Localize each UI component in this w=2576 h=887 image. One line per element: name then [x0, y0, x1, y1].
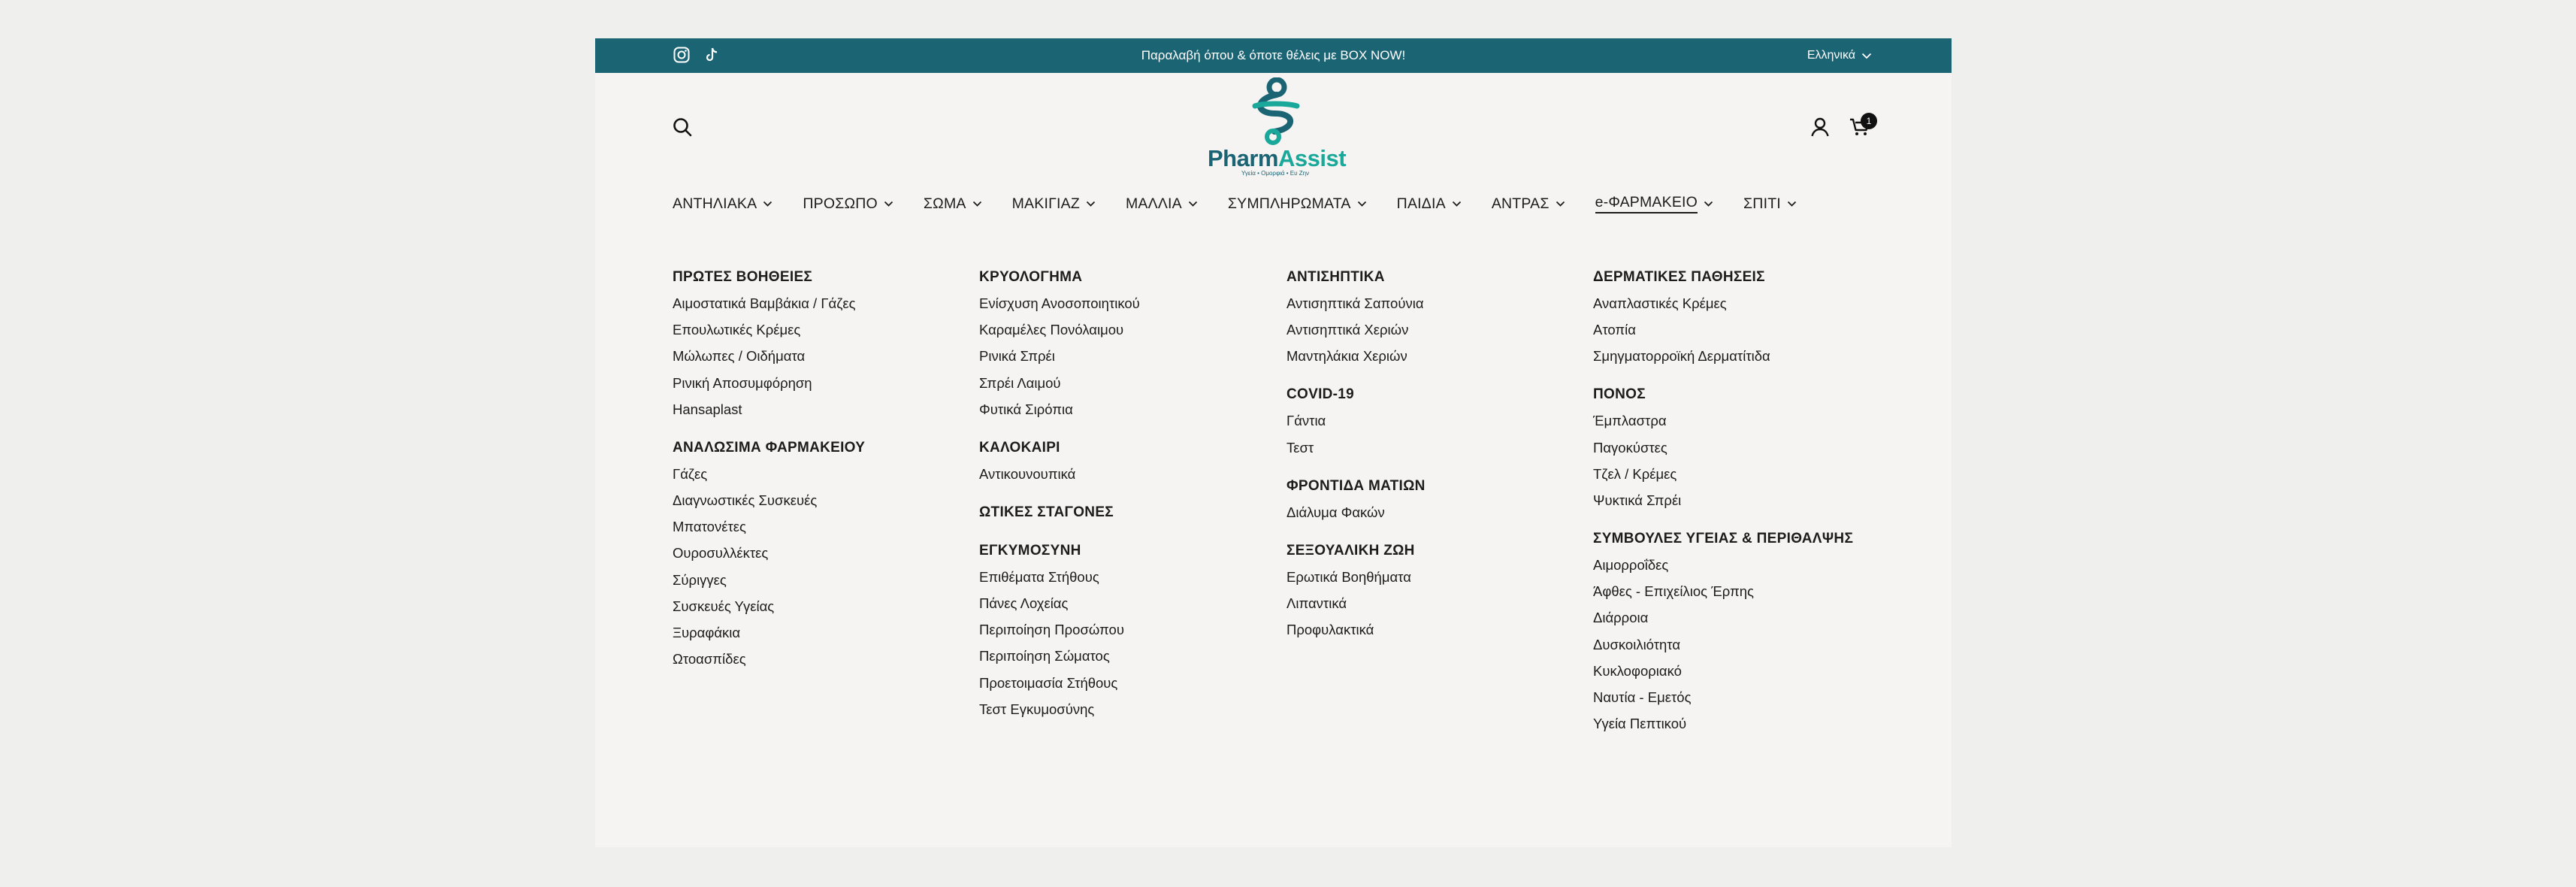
- page: [595, 38, 1952, 847]
- menu-link[interactable]: Επουλωτικές Κρέμες: [673, 322, 801, 338]
- search-button[interactable]: [672, 117, 693, 141]
- menu-link[interactable]: Σπρέι Λαιμού: [979, 374, 1061, 391]
- menu-link[interactable]: Hansaplast: [673, 401, 742, 417]
- nav-item-label: ΠΑΙΔΙΑ: [1396, 195, 1446, 212]
- nav-item-8[interactable]: [1492, 195, 1565, 213]
- menu-link[interactable]: Παγοκύστες: [1593, 439, 1667, 456]
- menu-section: [979, 541, 1265, 719]
- menu-link[interactable]: Ωτοασπίδες: [673, 651, 746, 668]
- menu-section-title[interactable]: ΑΝΤΙΣΗΠΤΙΚΑ: [1286, 269, 1385, 285]
- menu-link[interactable]: Τζελ / Κρέμες: [1593, 465, 1677, 482]
- menu-link[interactable]: Αναπλαστικές Κρέμες: [1593, 295, 1727, 311]
- menu-link[interactable]: Ενίσχυση Ανοσοποιητικού: [979, 295, 1140, 311]
- menu-link[interactable]: Λιπαντικά: [1286, 595, 1347, 611]
- nav-item-label: ΑΝΤΗΛΙΑΚΑ: [673, 195, 757, 212]
- menu-section: [1286, 541, 1572, 639]
- chevron-down-icon: [1556, 201, 1565, 207]
- menu-link[interactable]: Άφθες - Επιχείλιος Έρπης: [1593, 583, 1754, 600]
- menu-section: [1286, 477, 1572, 522]
- menu-section-title[interactable]: ΕΓΚΥΜΟΣΥΝΗ: [979, 542, 1081, 559]
- menu-link[interactable]: Μπατονέτες: [673, 519, 746, 535]
- menu-section-title[interactable]: ΣΕΞΟΥΑΛΙΚΗ ΖΩΗ: [1286, 542, 1415, 559]
- menu-link[interactable]: Έμπλαστρα: [1593, 413, 1667, 429]
- menu-link[interactable]: Επιθέματα Στήθους: [979, 568, 1099, 585]
- menu-section: [673, 438, 958, 668]
- nav-item-9[interactable]: [1595, 194, 1713, 213]
- mega-menu-column: [673, 268, 958, 688]
- menu-link[interactable]: Ξυραφάκια: [673, 624, 741, 640]
- chevron-down-icon: [1452, 201, 1462, 207]
- menu-section: [1286, 385, 1572, 456]
- nav-item-4[interactable]: [1012, 195, 1096, 213]
- chevron-down-icon: [1188, 201, 1198, 207]
- chevron-down-icon: [1086, 201, 1096, 207]
- menu-link[interactable]: Περιποίηση Σώματος: [979, 648, 1110, 664]
- menu-section-title[interactable]: ΩΤΙΚΕΣ ΣΤΑΓΟΝΕΣ: [979, 504, 1114, 520]
- menu-section-title[interactable]: ΣΥΜΒΟΥΛΕΣ ΥΓΕΙΑΣ & ΠΕΡΙΘΑΛΨΗΣ: [1593, 530, 1854, 546]
- nav-item-10[interactable]: [1743, 195, 1797, 213]
- menu-link[interactable]: Περιποίηση Προσώπου: [979, 622, 1124, 638]
- menu-link[interactable]: Αιμορροΐδες: [1593, 556, 1669, 573]
- menu-link[interactable]: Μώλωπες / Οιδήματα: [673, 348, 806, 365]
- menu-link[interactable]: Συσκευές Υγείας: [673, 598, 775, 614]
- menu-link[interactable]: Αντισηπτικά Χεριών: [1286, 322, 1409, 338]
- nav-item-label: ΣΥΜΠΛΗΡΩΜΑΤΑ: [1227, 195, 1351, 212]
- announcement-text[interactable]: Παραλαβή όπου & όποτε θέλεις με BOX NOW!: [1141, 48, 1406, 62]
- nav-item-label: ΣΩΜΑ: [923, 195, 966, 212]
- menu-link[interactable]: Ναυτία - Εμετός: [1593, 689, 1692, 705]
- menu-link[interactable]: Ρινικά Σπρέι: [979, 348, 1055, 365]
- menu-section: [1286, 268, 1572, 365]
- menu-link[interactable]: Υγεία Πεπτικού: [1593, 716, 1687, 732]
- account-button[interactable]: [1810, 117, 1830, 141]
- brand-tagline: Υγεία • Ομορφιά • Ευ Ζην: [1241, 170, 1310, 177]
- menu-section-title[interactable]: ΠΡΩΤΕΣ ΒΟΗΘΕΙΕΣ: [673, 269, 813, 285]
- nav-item-2[interactable]: [803, 195, 893, 213]
- menu-section: [1593, 268, 1879, 365]
- menu-section: [979, 438, 1265, 483]
- chevron-down-icon: [763, 201, 772, 207]
- mega-menu-column: [1286, 268, 1572, 658]
- menu-link[interactable]: Πάνες Λοχείας: [979, 595, 1069, 611]
- menu-link[interactable]: Φυτικά Σιρόπια: [979, 401, 1073, 417]
- menu-link[interactable]: Καραμέλες Πονόλαιμου: [979, 322, 1124, 338]
- menu-link[interactable]: Προφυλακτικά: [1286, 621, 1374, 637]
- brand-name-part1: Pharm: [1208, 145, 1278, 171]
- menu-link[interactable]: Προετοιμασία Στήθους: [979, 674, 1118, 691]
- menu-link[interactable]: Σμηγματορροϊκή Δερματίτιδα: [1593, 348, 1770, 365]
- menu-link[interactable]: Ουροσυλλέκτες: [673, 545, 769, 562]
- brand-logo[interactable]: [1208, 77, 1347, 177]
- menu-link[interactable]: Ατοπία: [1593, 322, 1636, 338]
- nav-item-5[interactable]: [1126, 195, 1198, 213]
- chevron-down-icon: [1357, 201, 1367, 207]
- menu-link[interactable]: Γάζες: [673, 465, 708, 482]
- nav-item-label: ΜΑΚΙΓΙΑΖ: [1011, 195, 1080, 212]
- nav-item-7[interactable]: [1397, 195, 1462, 213]
- menu-link[interactable]: Γάντια: [1286, 413, 1326, 429]
- menu-section-title[interactable]: ΔΕΡΜΑΤΙΚΕΣ ΠΑΘΗΣΕΙΣ: [1593, 269, 1765, 285]
- menu-section-title[interactable]: ΑΝΑΛΩΣΙΜΑ ΦΑΡΜΑΚΕΙΟΥ: [673, 439, 866, 456]
- nav-item-label: ΣΠΙΤΙ: [1743, 195, 1781, 212]
- menu-section: [979, 503, 1265, 522]
- menu-section-title[interactable]: COVID-19: [1286, 386, 1355, 403]
- chevron-down-icon: [1861, 53, 1872, 59]
- menu-section-title[interactable]: ΦΡΟΝΤΙΔΑ ΜΑΤΙΩΝ: [1286, 477, 1426, 494]
- search-icon: [672, 117, 693, 138]
- brand-name: [1208, 145, 1347, 172]
- menu-link[interactable]: Ερωτικά Βοηθήματα: [1286, 568, 1411, 585]
- announcement-bar: [595, 38, 1952, 73]
- menu-section-title[interactable]: ΠΟΝΟΣ: [1593, 386, 1646, 403]
- brand-name-part2: Assist: [1277, 145, 1347, 171]
- nav-item-6[interactable]: [1228, 195, 1367, 213]
- menu-link[interactable]: Μαντηλάκια Χεριών: [1286, 348, 1407, 365]
- chevron-down-icon: [884, 201, 893, 207]
- menu-link[interactable]: Διαγνωστικές Συσκευές: [673, 492, 818, 508]
- nav-item-1[interactable]: [673, 195, 772, 213]
- chevron-down-icon: [972, 201, 982, 207]
- menu-section-title[interactable]: ΚΡΥΟΛΟΓΗΜΑ: [979, 269, 1083, 285]
- menu-link[interactable]: Τεστ Εγκυμοσύνης: [979, 701, 1095, 717]
- chevron-down-icon: [1704, 201, 1713, 207]
- nav-item-label: ΜΑΛΛΙΑ: [1125, 195, 1182, 212]
- menu-link[interactable]: Ψυκτικά Σπρέι: [1593, 492, 1682, 508]
- language-label: Ελληνικά: [1807, 49, 1855, 62]
- mega-menu-column: [979, 268, 1265, 738]
- menu-section: [1593, 385, 1879, 510]
- menu-section: [979, 268, 1265, 419]
- menu-link[interactable]: Δυσκοιλιότητα: [1593, 636, 1681, 652]
- cart-count-badge: 1: [1861, 113, 1877, 129]
- main-navigation: [673, 192, 1827, 215]
- menu-link[interactable]: Διάλυμα Φακών: [1286, 504, 1385, 520]
- menu-link[interactable]: Κυκλοφοριακό: [1593, 662, 1682, 679]
- menu-link[interactable]: Σύριγγες: [673, 571, 727, 588]
- chevron-down-icon: [1787, 201, 1797, 207]
- menu-link[interactable]: Αιμοστατικά Βαμβάκια / Γάζες: [673, 295, 856, 311]
- menu-link[interactable]: Αντισηπτικά Σαπούνια: [1286, 295, 1424, 311]
- mega-menu-column: [1593, 268, 1879, 752]
- nav-item-label: e-ΦΑΡΜΑΚΕΙΟ: [1595, 194, 1698, 213]
- menu-link[interactable]: Αντικουνουπικά: [979, 465, 1076, 482]
- account-icon: [1810, 117, 1830, 138]
- menu-section: [1593, 529, 1879, 733]
- menu-link[interactable]: Τεστ: [1286, 439, 1314, 456]
- nav-item-3[interactable]: [924, 195, 982, 213]
- menu-link[interactable]: Διάρροια: [1593, 610, 1649, 626]
- menu-section: [673, 268, 958, 419]
- nav-item-label: ΠΡΟΣΩΠΟ: [803, 195, 878, 212]
- language-selector[interactable]: [1807, 38, 1872, 73]
- nav-item-label: ΑΝΤΡΑΣ: [1491, 195, 1550, 212]
- logo-mark-icon: [1241, 77, 1309, 145]
- menu-link[interactable]: Ρινική Αποσυμφόρηση: [673, 374, 812, 391]
- menu-section-title[interactable]: ΚΑΛΟΚΑΙΡΙ: [979, 439, 1060, 456]
